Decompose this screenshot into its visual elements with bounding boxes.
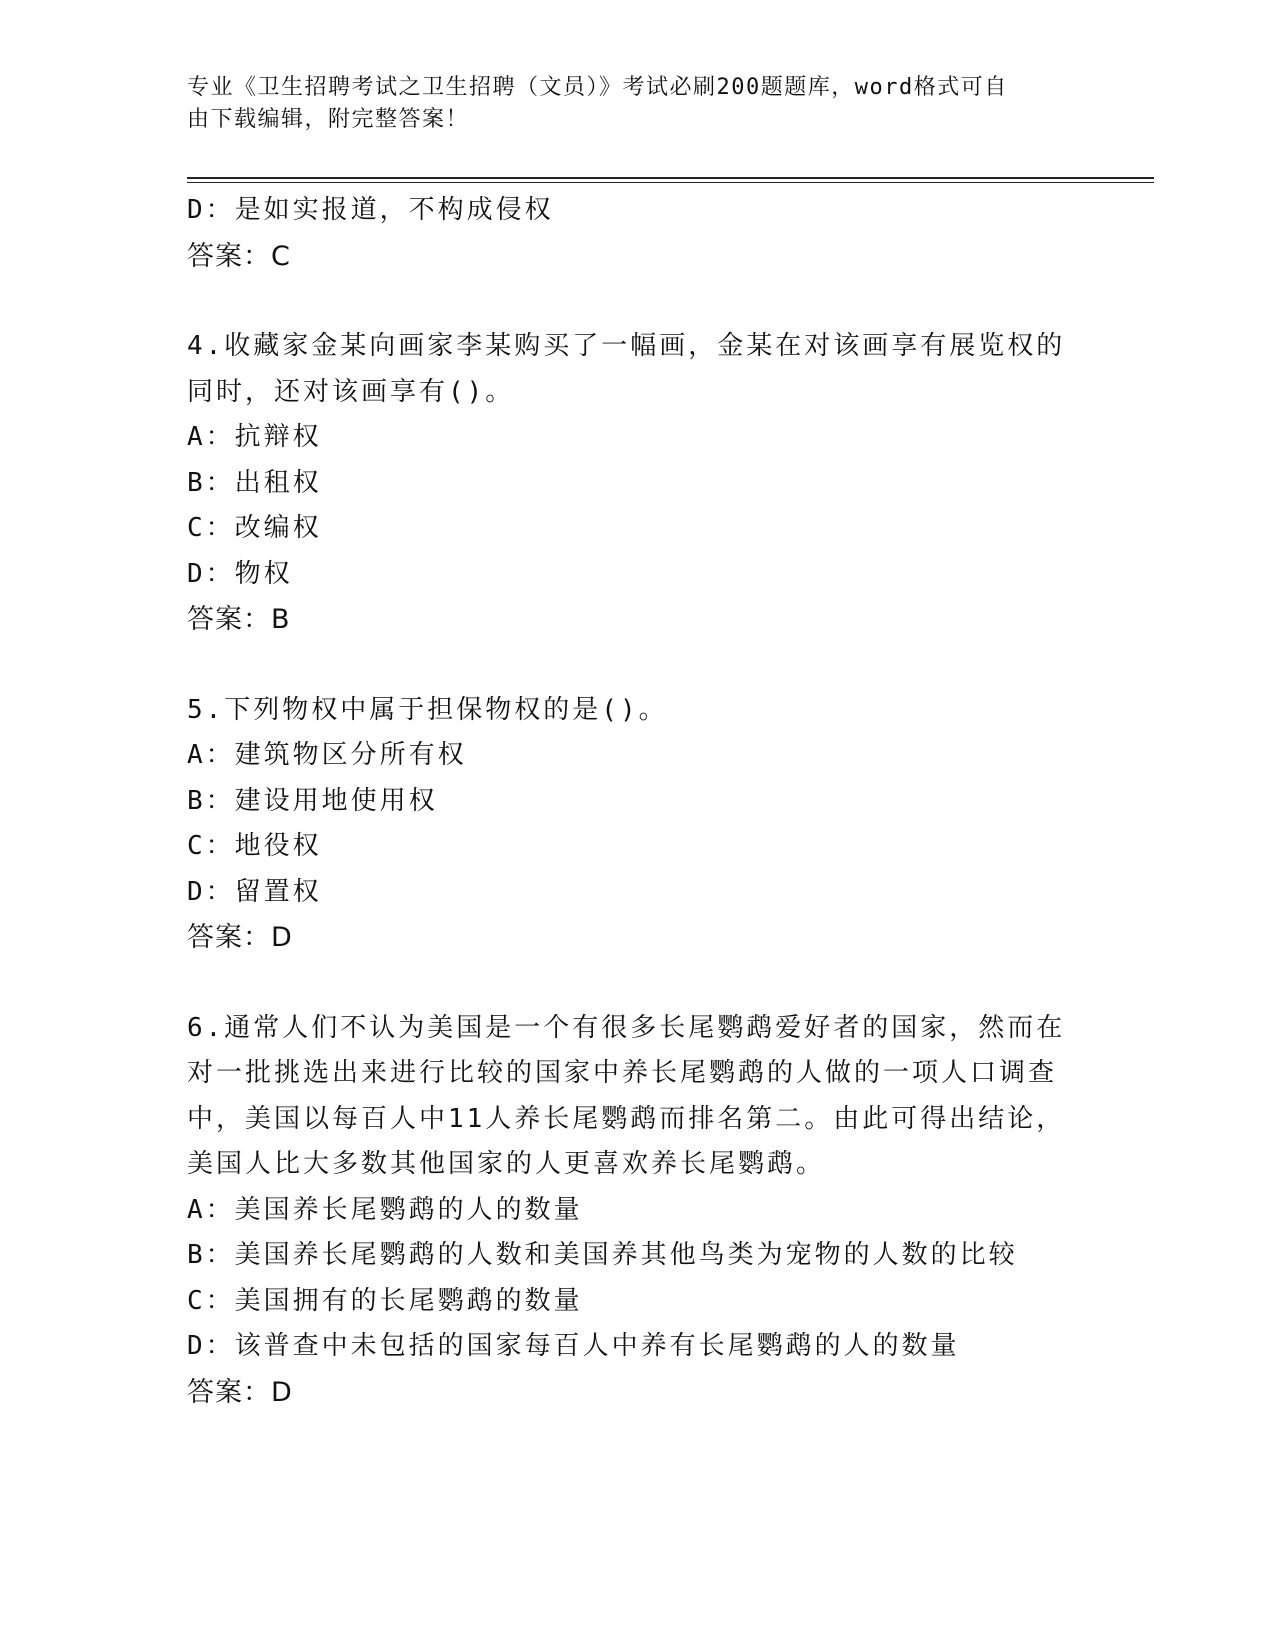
- q6-stem-line-3: 中，美国以每百人中11人养长尾鹦鹉而排名第二。由此可得出结论，: [187, 1103, 1066, 1134]
- q4-option-b: B：出租权: [187, 467, 322, 498]
- q5-answer: 答案：D: [187, 922, 293, 953]
- spacer: [187, 643, 1087, 688]
- question-4-block: [187, 324, 1087, 643]
- q6-stem-line-2: 对一批挑选出来进行比较的国家中养长尾鹦鹉的人做的一项人口调查: [187, 1058, 1058, 1088]
- q5-option-d: D：留置权: [187, 876, 322, 907]
- spacer: [187, 961, 1087, 1006]
- q4-option-c: C：改编权: [187, 513, 322, 543]
- spacer: [187, 279, 1087, 324]
- q5-stem-line-1: 5.下列物权中属于担保物权的是()。: [187, 694, 668, 725]
- q5-option-a: A：建筑物区分所有权: [187, 740, 467, 770]
- q4-option-a: A：抗辩权: [187, 422, 322, 452]
- q5-option-b: B：建设用地使用权: [187, 785, 438, 816]
- q6-stem-line-1: 6.通常人们不认为美国是一个有很多长尾鹦鹉爱好者的国家，然而在: [187, 1012, 1066, 1043]
- q3-option-d: D：是如实报道，不构成侵权: [187, 195, 554, 225]
- question-5-block: [187, 688, 1087, 961]
- q4-stem-line-1: 4.收藏家金某向画家李某购买了一幅画，金某在对该画享有展览权的: [187, 331, 1066, 361]
- q4-stem-line-2: 同时，还对该画享有()。: [187, 376, 515, 407]
- q4-option-d: D：物权: [187, 558, 293, 589]
- header-line-2: 由下载编辑，附完整答案！: [187, 107, 470, 132]
- q6-stem-line-4: 美国人比大多数其他国家的人更喜欢养长尾鹦鹉。: [187, 1149, 826, 1179]
- q4-answer: 答案：B: [187, 604, 291, 635]
- q6-answer: 答案：D: [187, 1376, 293, 1408]
- q5-option-c: C：地役权: [187, 831, 322, 861]
- q6-option-b: B：美国养长尾鹦鹉的人数和美国养其他鸟类为宠物的人数的比较: [187, 1240, 1018, 1270]
- q3-answer: 答案：C: [187, 240, 291, 272]
- document-body: [187, 188, 1087, 1415]
- question-3-block: [187, 188, 1087, 279]
- q6-option-c: C：美国拥有的长尾鹦鹉的数量: [187, 1285, 583, 1316]
- header-line-1: 专业《卫生招聘考试之卫生招聘（文员）》考试必刷200题题库，word格式可自: [187, 75, 1008, 100]
- document-header: [187, 72, 1067, 136]
- header-divider-thin: [187, 182, 1154, 183]
- q6-option-d: D：该普查中未包括的国家每百人中养有长尾鹦鹉的人的数量: [187, 1331, 960, 1361]
- q6-option-a: A：美国养长尾鹦鹉的人的数量: [187, 1194, 583, 1225]
- header-divider-thick: [187, 177, 1154, 179]
- question-6-block: [187, 1006, 1087, 1416]
